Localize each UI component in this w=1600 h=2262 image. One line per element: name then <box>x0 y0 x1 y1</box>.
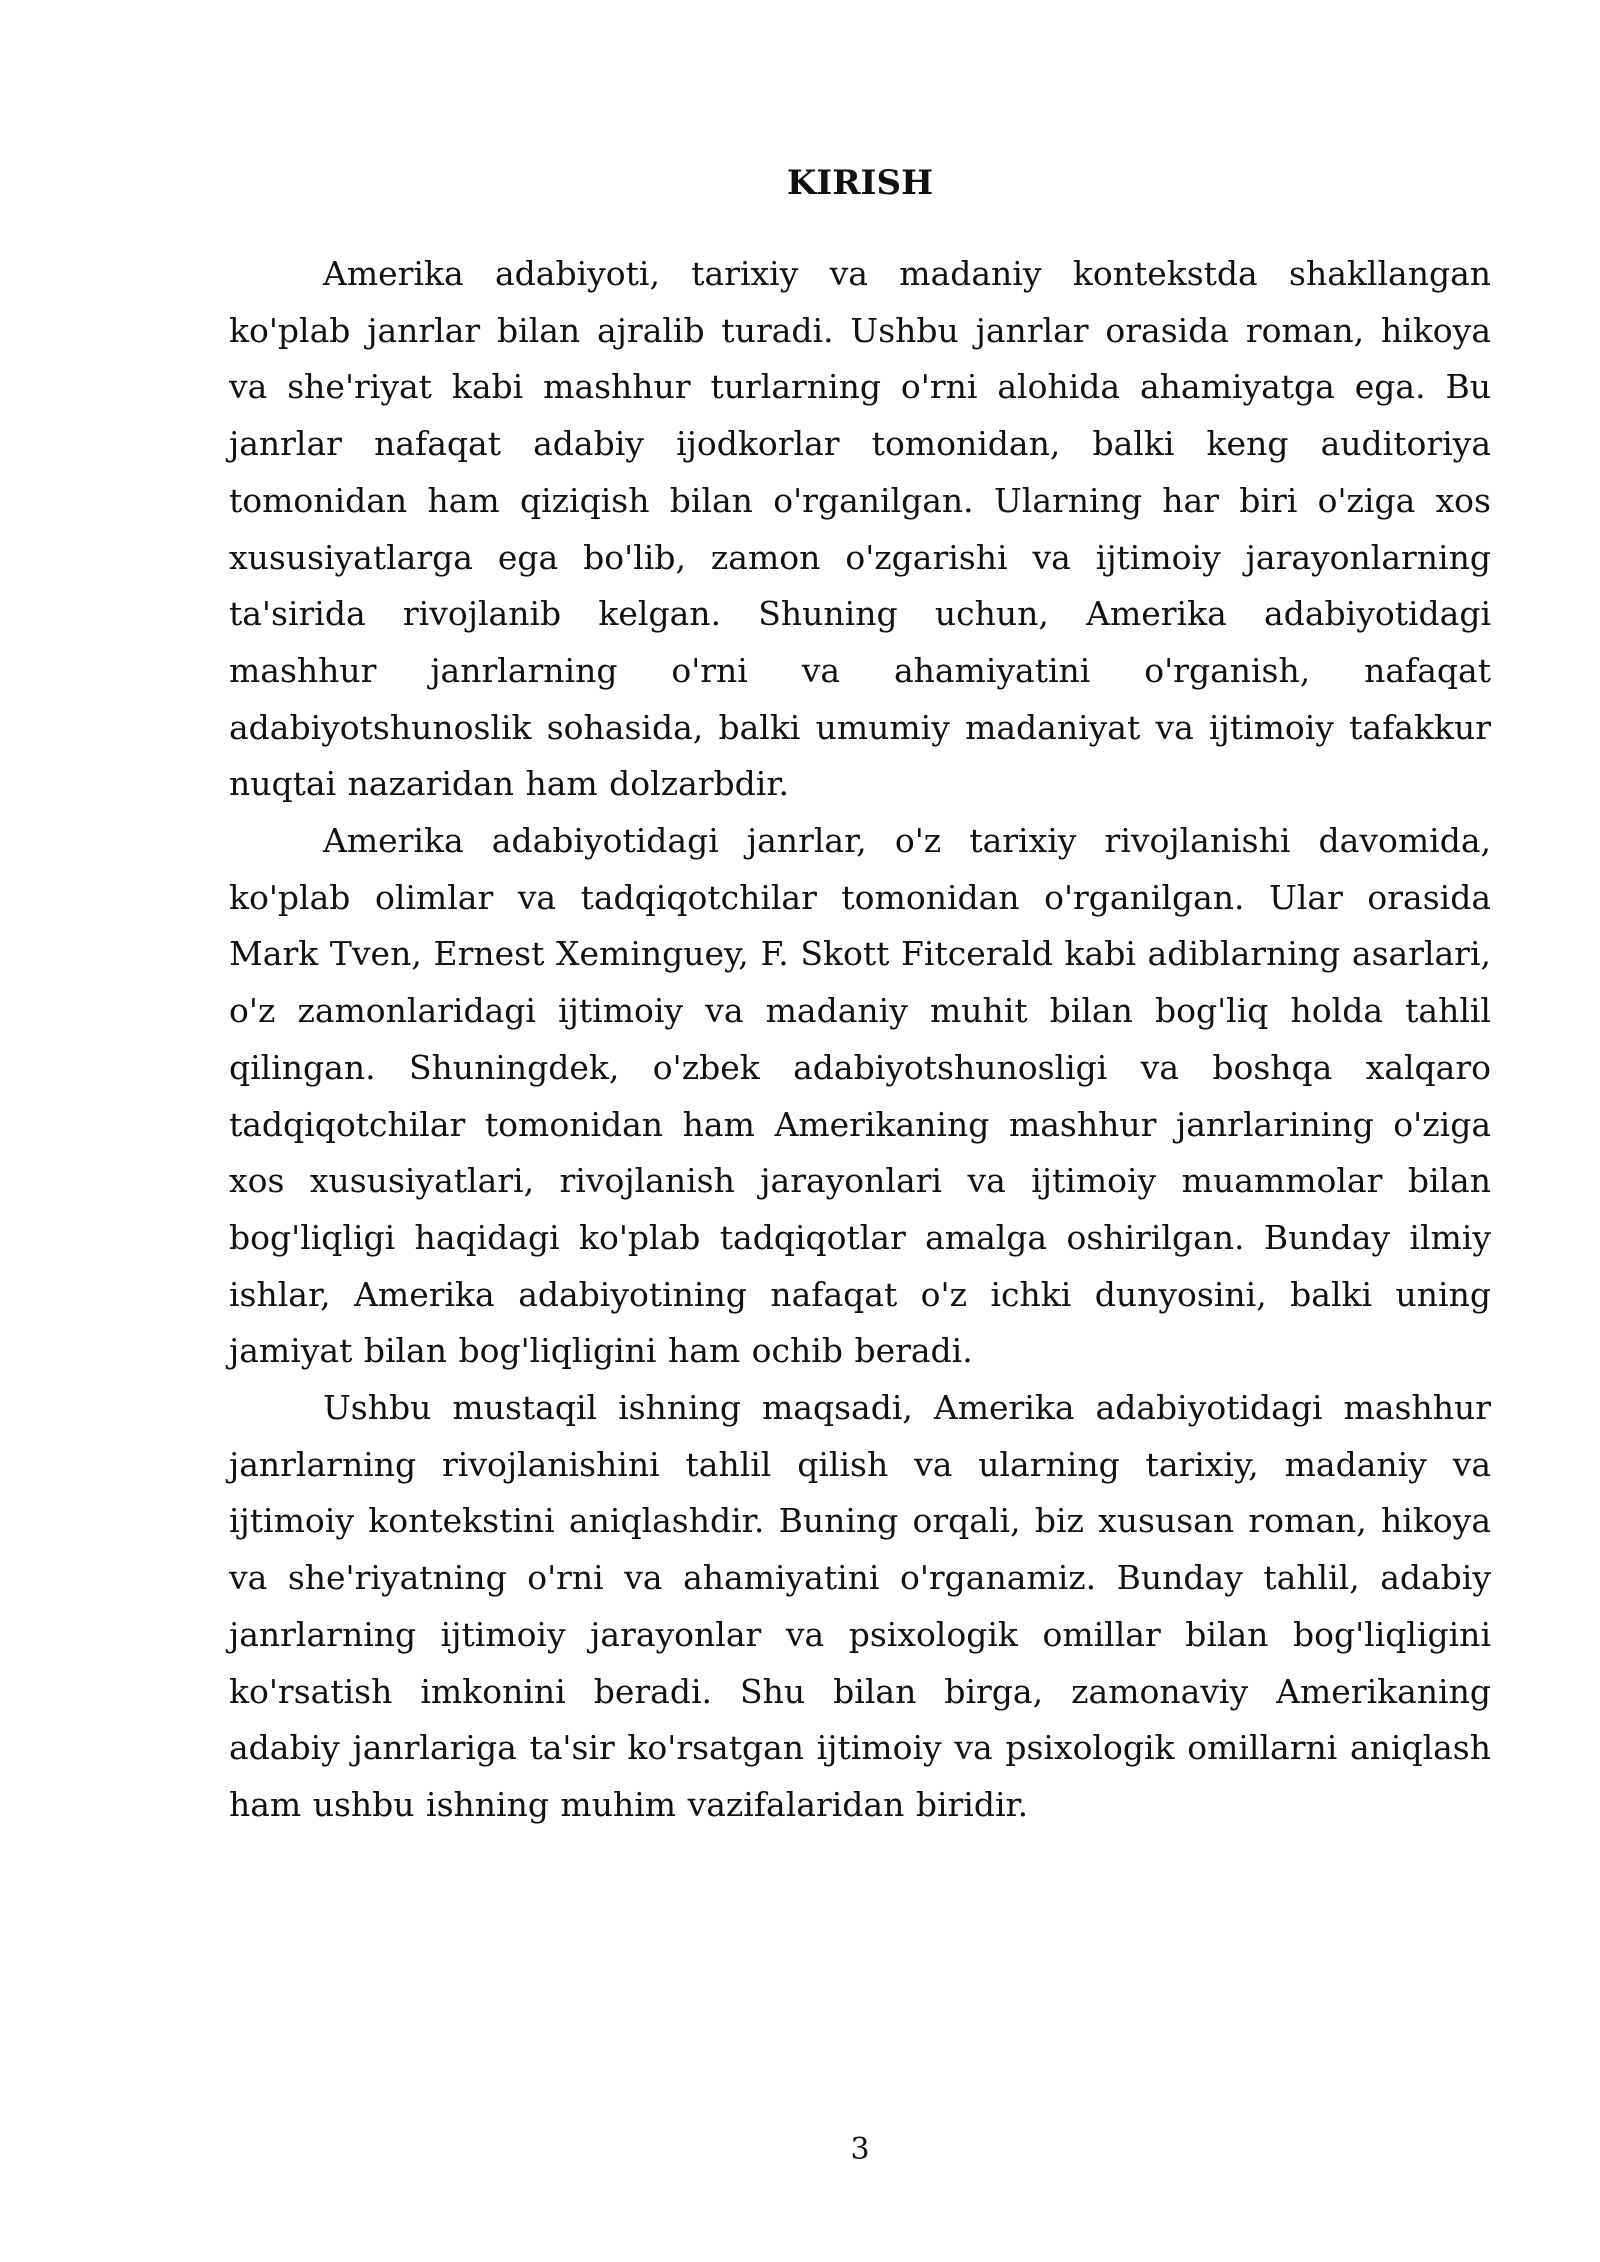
body-text <box>229 246 1491 1834</box>
paragraph-2: Amerika adabiyotidagi janrlar, o'z tarixiy rivojlanishi davomida, ko'plab olimlar va tadqiqotchilar tomonidan o'rganilgan. Ular orasida Mark Tven, Ernest Xeminguey, F. Skott Fitcerald kabi adiblarning asarlari, o'z zamonlaridagi ijtimoiy va madaniy muhit bilan bog'liq holda tahlil qilingan. Shuningdek, o'zbek adabiyotshunosligi va boshqa xalqaro tadqiqotchilar tomonidan ham Amerikaning mashhur janrlarining o'ziga xos xususiyatlari, rivojlanish jarayonlari va ijtimoiy muammolar bilan bog'liqligi haqidagi ko'plab tadqiqotlar amalga oshirilgan. Bunday ilmiy ishlar, Amerika adabiyotining nafaqat o'z ichki dunyosini, balki uning jamiyat bilan bog'liqligini ham ochib beradi. <box>229 821 1491 1371</box>
page-number: 3 <box>850 2132 870 2167</box>
page-title: KIRISH <box>786 163 934 203</box>
paragraph-1: Amerika adabiyoti, tarixiy va madaniy kontekstda shakllangan ko'plab janrlar bilan ajralib turadi. Ushbu janrlar orasida roman, hikoya va she'riyat kabi mashhur turlarning o'rni alohida ahamiyatga ega. Bu janrlar nafaqat adabiy ijodkorlar tomonidan, balki keng auditoriya tomonidan ham qiziqish bilan o'rganilgan. Ularning har biri o'ziga xos xususiyatlarga ega bo'lib, zamon o'zgarishi va ijtimoiy jarayonlarning ta'sirida rivojlanib kelgan. Shuning uchun, Amerika adabiyotidagi mashhur janrlarning o'rni va ahamiyatini o'rganish, nafaqat adabiyotshunoslik sohasida, balki umumiy madaniyat va ijtimoiy tafakkur nuqtai nazaridan ham dolzarbdir. <box>229 254 1491 804</box>
paragraph-3: Ushbu mustaqil ishning maqsadi, Amerika adabiyotidagi mashhur janrlarning rivojlanishini tahlil qilish va ularning tarixiy, madaniy va ijtimoiy kontekstini aniqlashdir. Buning orqali, biz xususan roman, hikoya va she'riyatning o'rni va ahamiyatini o'rganamiz. Bunday tahlil, adabiy janrlarning ijtimoiy jarayonlar va psixologik omillar bilan bog'liqligini ko'rsatish imkonini beradi. Shu bilan birga, zamonaviy Amerikaning adabiy janrlariga ta'sir ko'rsatgan ijtimoiy va psixologik omillarni aniqlash ham ushbu ishning muhim vazifalaridan biridir. <box>229 1388 1491 1824</box>
